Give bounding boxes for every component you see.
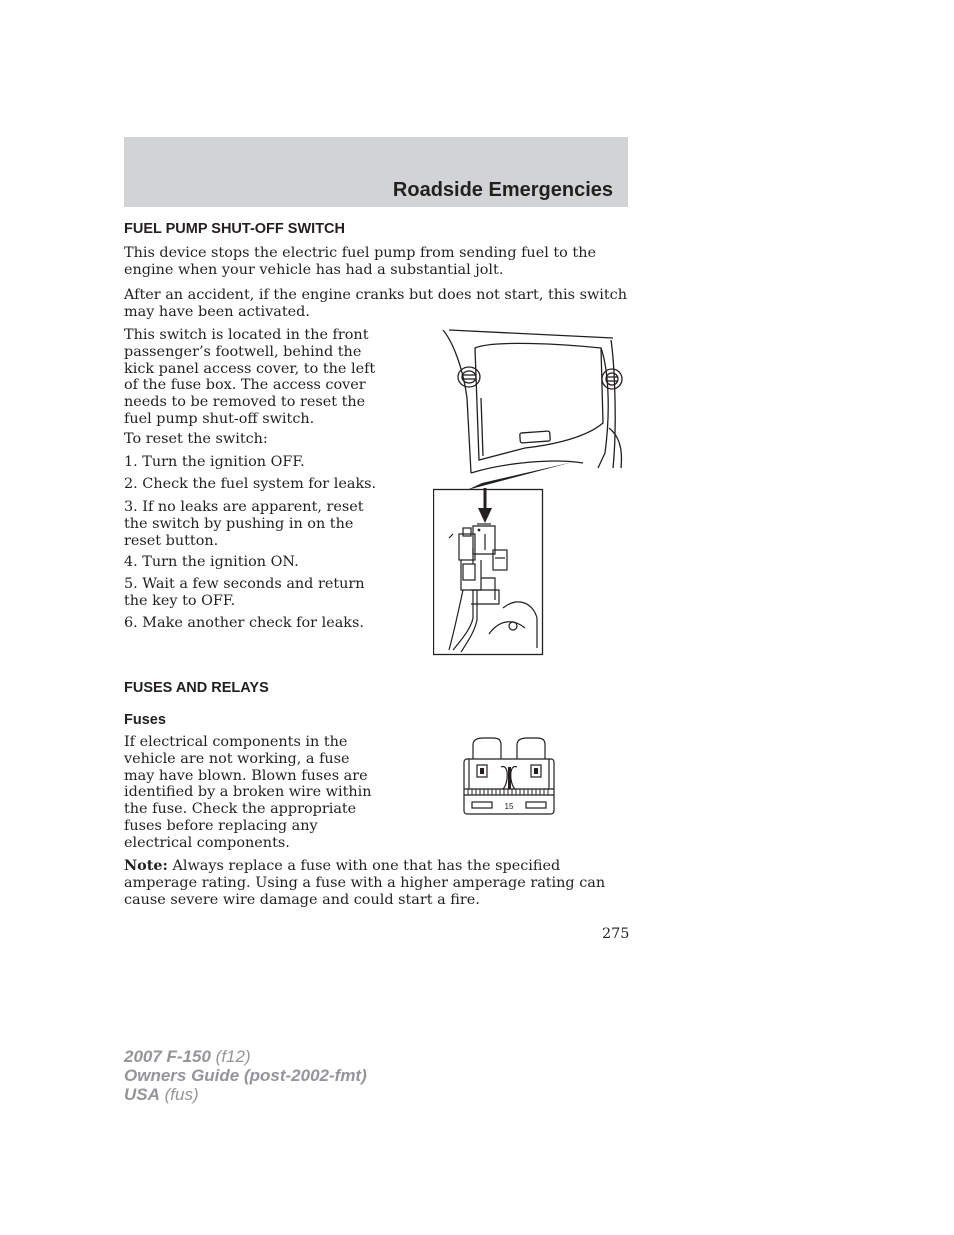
fuses-relays-heading: FUSES AND RELAYS [124,680,269,696]
section-title: Roadside Emergencies [392,179,613,201]
fuse-illustration [463,737,555,815]
fuse-note [124,858,634,908]
footer-line-2: Owners Guide (post-2002-fmt) [124,1066,367,1085]
document-footer [124,1047,367,1104]
fuses-subheading: Fuses [124,712,166,728]
note-label: Note: [124,857,168,874]
note-text: Always replace a fuse with one that has the specified amperage rating. Using a fuse with a higher amperage rating can cause severe wire damage and could start a fire. [124,858,606,908]
fuel-pump-switch-illustration [433,328,628,658]
reset-step-5: 5. Wait a few seconds and return the key to OFF. [124,576,365,609]
reset-step-3: 3. If no leaks are apparent, reset the switch by pushing in on the reset button. [124,499,364,549]
fuel-pump-paragraph-1: This device stops the electric fuel pump from sending fuel to the engine when your vehicle has had a substantial jolt. [124,245,596,278]
reset-step-1: 1. Turn the ignition OFF. [124,454,305,470]
fuel-pump-heading: FUEL PUMP SHUT-OFF SWITCH [124,221,345,237]
fuses-paragraph: If electrical components in the vehicle are not working, a fuse may have blown. Blown fuses are identified by a broken wire within the fuse. Check the appropriate fuses before replacing any electrical components. [124,734,372,851]
fuel-pump-location-paragraph: This switch is located in the front passenger’s footwell, behind the kick panel access cover, to the left of the fuse box. The access cover needs to be removed to reset the fuel pump shut-off switch. [124,327,376,427]
reset-intro: To reset the switch: [124,431,268,447]
reset-step-4: 4. Turn the ignition ON. [124,554,299,570]
footer-line-3: USA (fus) [124,1085,199,1104]
section-header-band [124,137,628,207]
footer-line-1: 2007 F-150 (f12) [124,1047,251,1066]
reset-step-6: 6. Make another check for leaks. [124,615,364,631]
page-number: 275 [602,926,630,942]
reset-step-2: 2. Check the fuel system for leaks. [124,476,377,492]
fuel-pump-paragraph-2: After an accident, if the engine cranks but does not start, this switch may have been activated. [124,287,628,320]
fuse-rating-label: 15 [504,802,514,811]
